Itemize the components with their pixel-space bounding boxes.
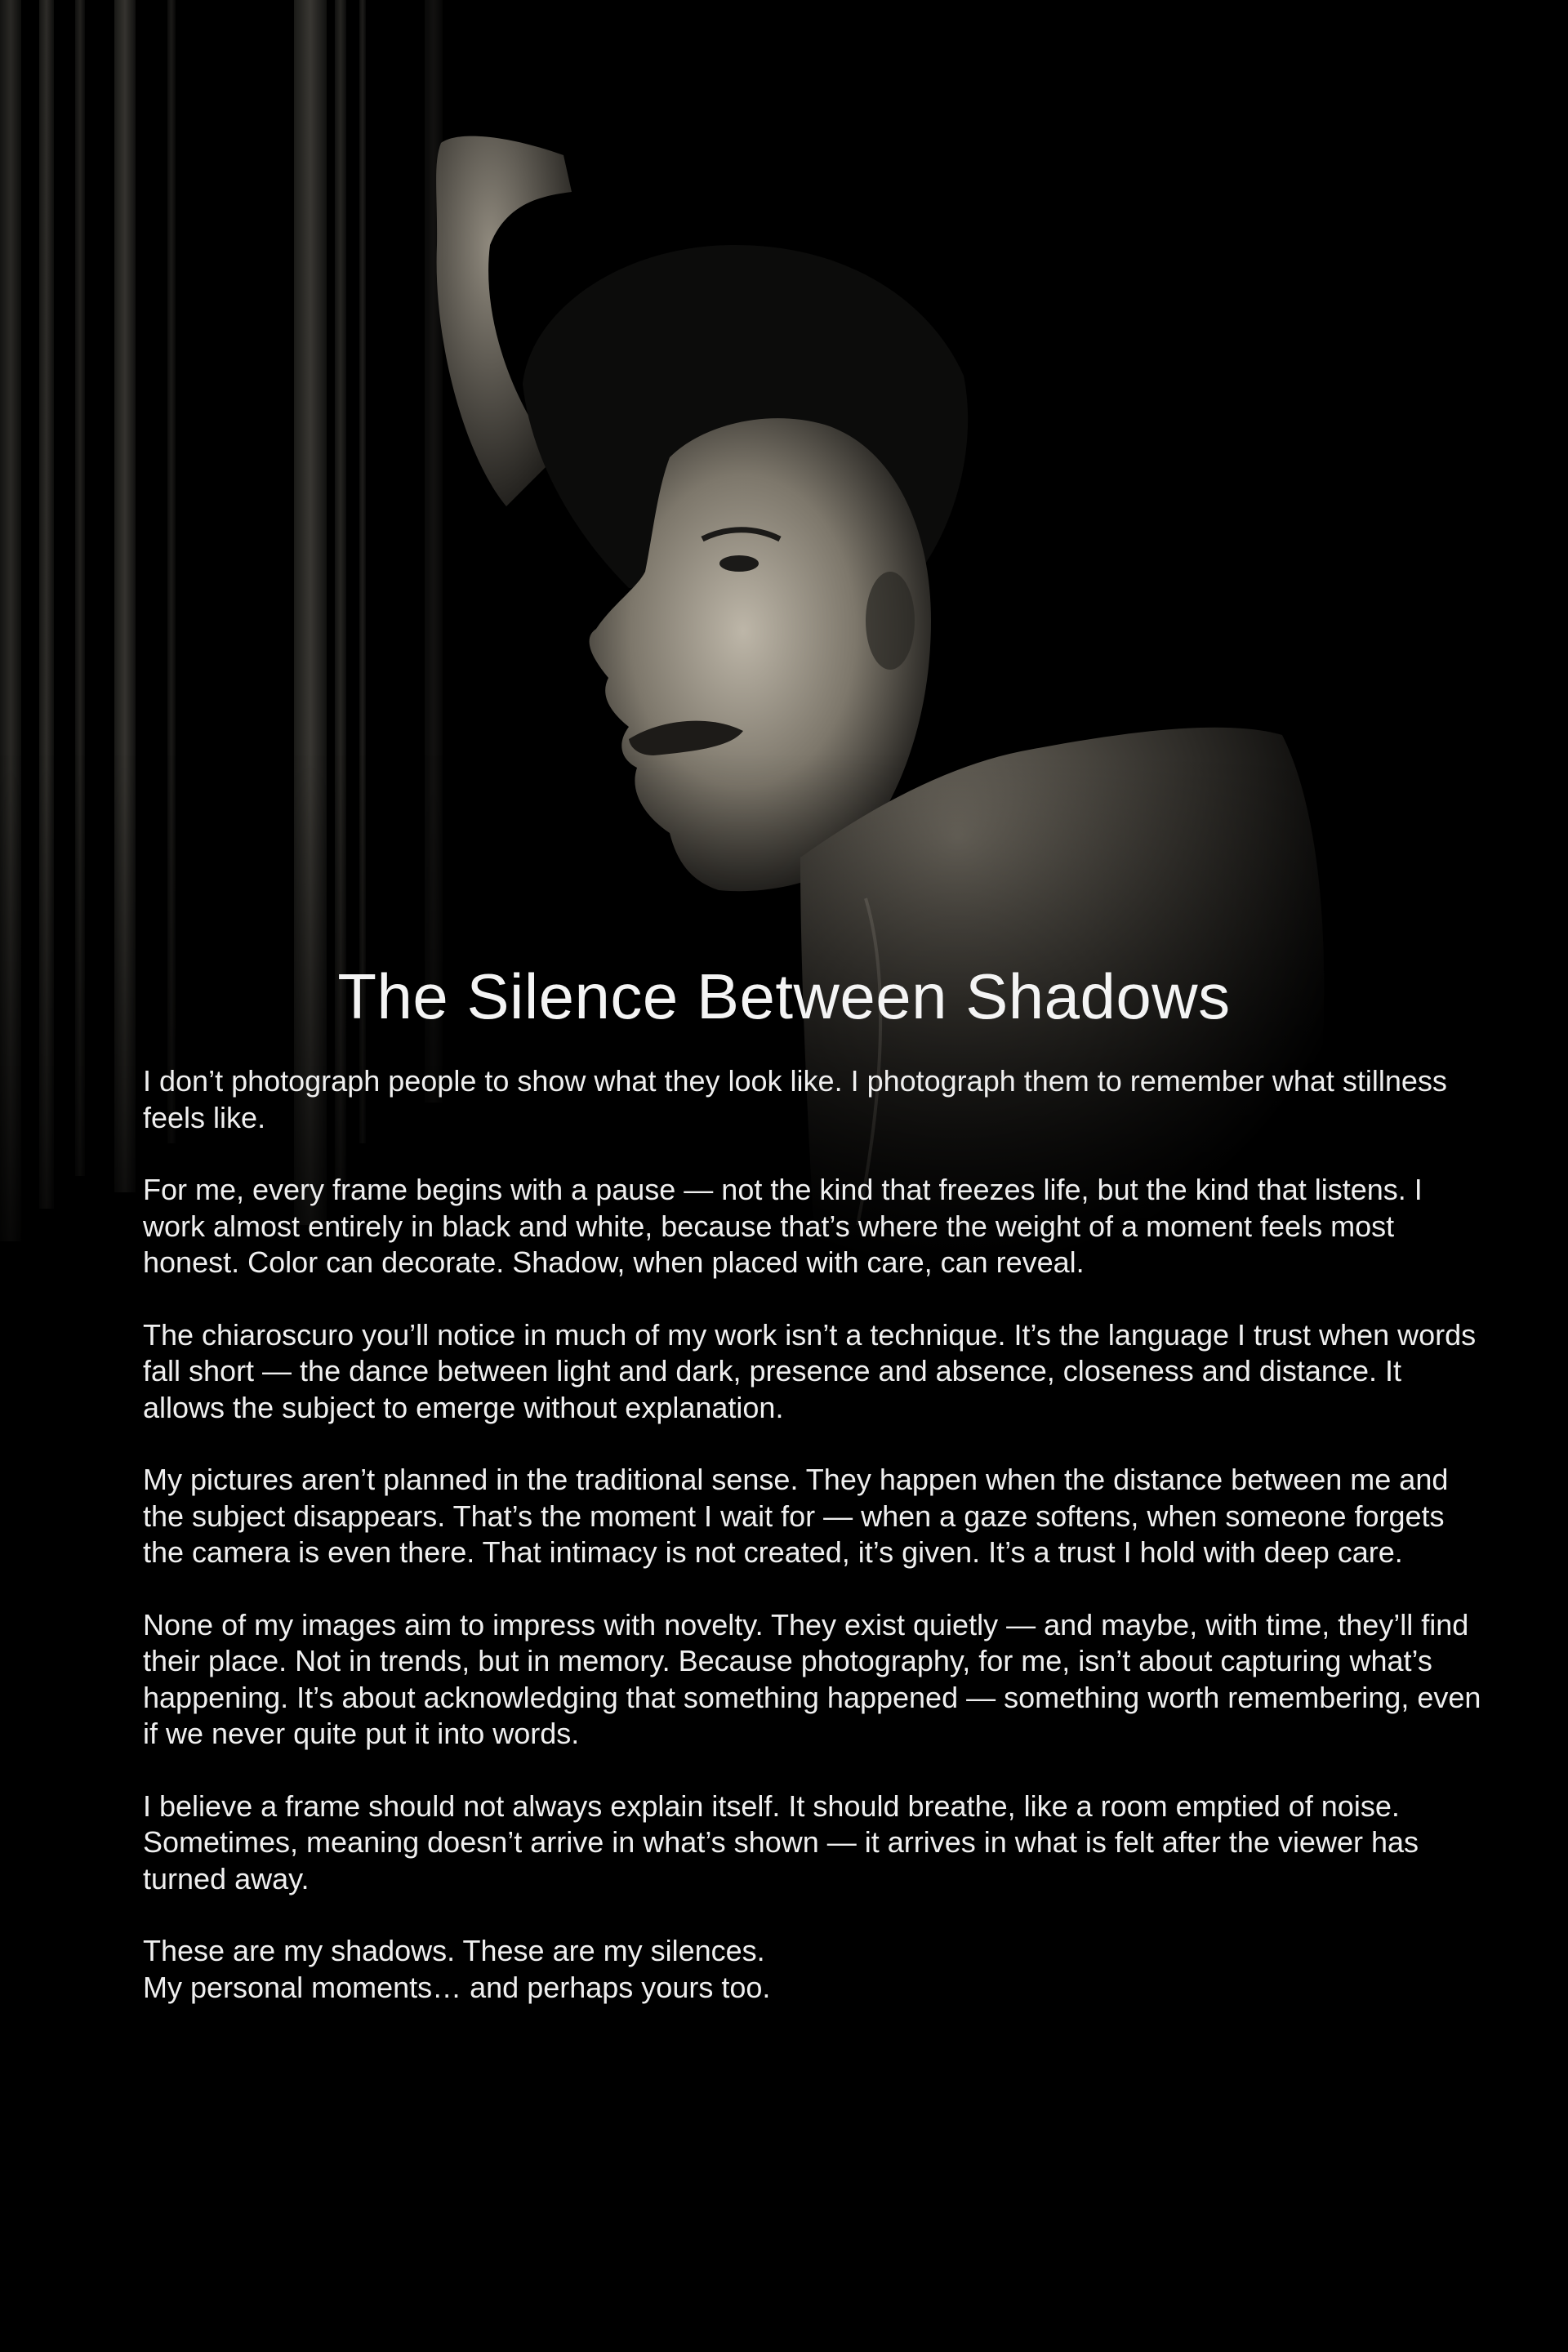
- article-body: [143, 1063, 1490, 2042]
- paragraph: My pictures aren’t planned in the traditional sense. They happen when the distance between me and the subject disappears. That’s the moment I wait for — when a gaze softens, when someone forgets the camera is even there. That intimacy is not created, it’s given. It’s a trust I hold with deep care.: [143, 1463, 1449, 1569]
- paragraph: I believe a frame should not always explain itself. It should breathe, like a room emptied of noise. Sometimes, meaning doesn’t arrive in what’s shown — it arrives in what is felt after the viewer has turned away.: [143, 1788, 1419, 1895]
- closing-line: My personal moments… and perhaps yours too.: [143, 1970, 771, 2004]
- paragraph: None of my images aim to impress with novelty. They exist quietly — and maybe, with time, they’ll find their place. Not in trends, but in memory. Because photography, for me, isn’t about capturing what’s happening. It’s about acknowledging that something happened — something worth remembering, even if we never quite put it into words.: [143, 1607, 1481, 1750]
- closing-line: These are my shadows. These are my silences.: [143, 1934, 765, 1967]
- paragraph: The chiaroscuro you’ll notice in much of my work isn’t a technique. It’s the language I trust when words fall short — the dance between light and dark, presence and absence, closeness and distance. It allows the subject to emerge without explanation.: [143, 1317, 1477, 1424]
- page-title: The Silence Between Shadows: [337, 960, 1231, 1032]
- paragraph: I don’t photograph people to show what they look like. I photograph them to remember what stillness feels like.: [143, 1064, 1447, 1134]
- closing-paragraph: [143, 1933, 1490, 2006]
- paragraph: For me, every frame begins with a pause — not the kind that freezes life, but the kind that listens. I work almost entirely in black and white, because that’s where the weight of a moment feels most honest. Color can decorate. Shadow, when placed with care, can reveal.: [143, 1173, 1423, 1279]
